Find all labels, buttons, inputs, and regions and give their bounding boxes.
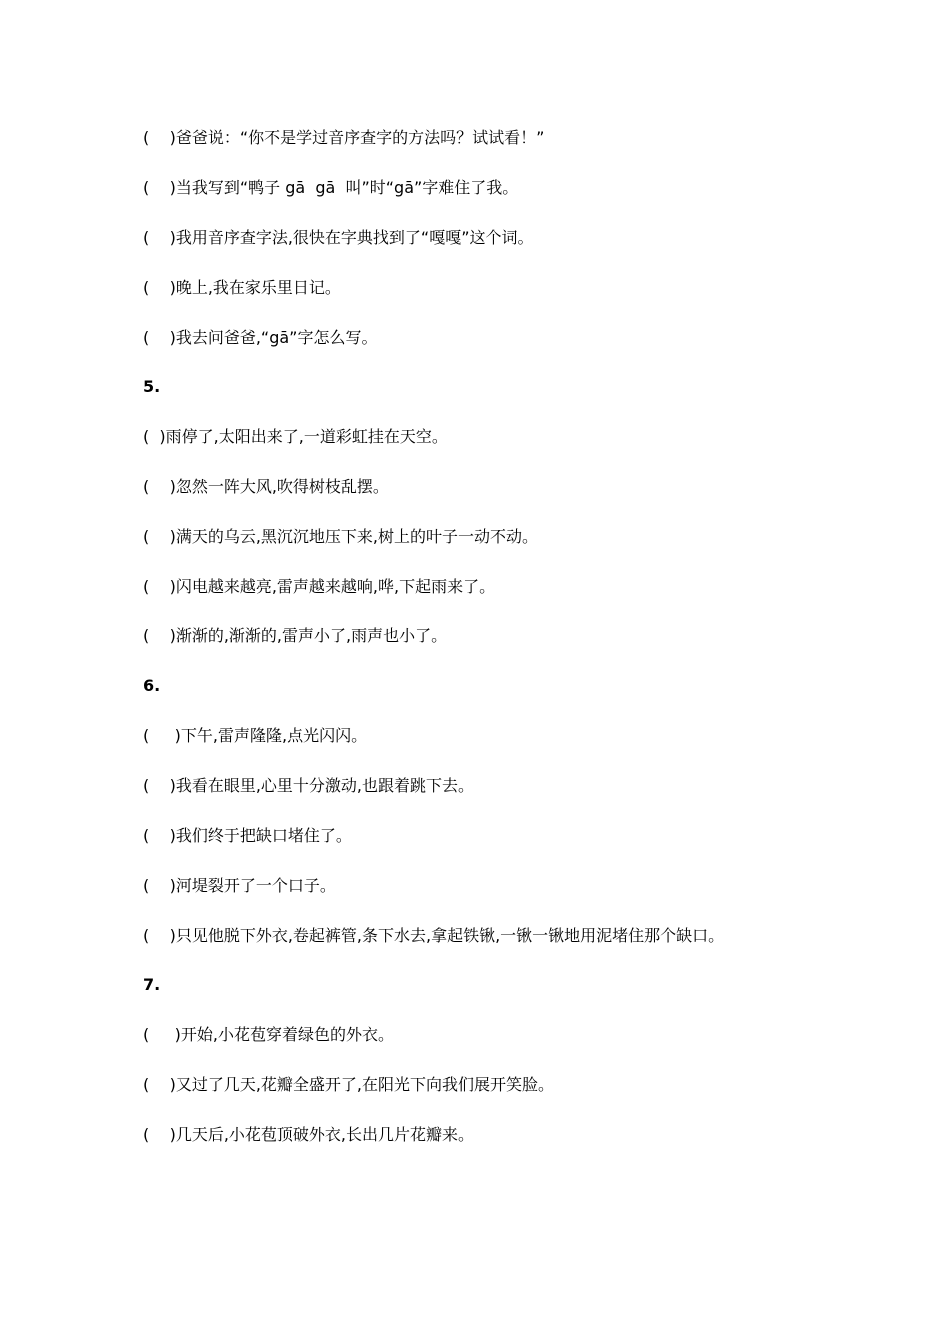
sentence-item: ( )渐渐的,渐渐的,雷声小了,雨声也小了。 — [143, 626, 448, 645]
sentence-item: ( )忽然一阵大风,吹得树枝乱摆。 — [143, 477, 389, 496]
sentence-item: ( )晚上,我在家乐里日记。 — [143, 278, 341, 297]
sentence-item: ( )我们终于把缺口堵住了。 — [143, 826, 352, 845]
sentence-item: ( )爸爸说：“你不是学过音序查字的方法吗？试试看！” — [143, 128, 545, 147]
sentence-item: ( )满天的乌云,黑沉沉地压下来,树上的叶子一动不动。 — [143, 527, 539, 546]
section-heading: 5. — [143, 377, 161, 396]
sentence-item: ( )当我写到“鸭子 gā gā 叫”时“gā”字难住了我。 — [143, 178, 519, 197]
sentence-item: ( )只见他脱下外衣,卷起裤管,条下水去,拿起铁锹,一锹一锹地用泥堵住那个缺口。 — [143, 926, 725, 945]
sentence-item: ( )我看在眼里,心里十分激动,也跟着跳下去。 — [143, 776, 475, 795]
sentence-item: ( )闪电越来越亮,雷声越来越响,哗,下起雨来了。 — [143, 577, 496, 596]
sentence-item: ( )雨停了,太阳出来了,一道彩虹挂在天空。 — [143, 427, 448, 446]
sentence-item: ( )开始,小花苞穿着绿色的外衣。 — [143, 1025, 395, 1044]
sentence-item: ( )又过了几天,花瓣全盛开了,在阳光下向我们展开笑脸。 — [143, 1075, 555, 1094]
section-heading: 7. — [143, 975, 161, 994]
sentence-item: ( )下午,雷声隆隆,点光闪闪。 — [143, 726, 368, 745]
sentence-item: ( )我用音序查字法,很快在字典找到了“嘎嘎”这个词。 — [143, 228, 534, 247]
section-heading: 6. — [143, 676, 161, 695]
sentence-item: ( )几天后,小花苞顶破外衣,长出几片花瓣来。 — [143, 1125, 475, 1144]
sentence-item: ( )河堤裂开了一个口子。 — [143, 876, 336, 895]
sentence-item: ( )我去问爸爸,“gā”字怎么写。 — [143, 328, 378, 347]
